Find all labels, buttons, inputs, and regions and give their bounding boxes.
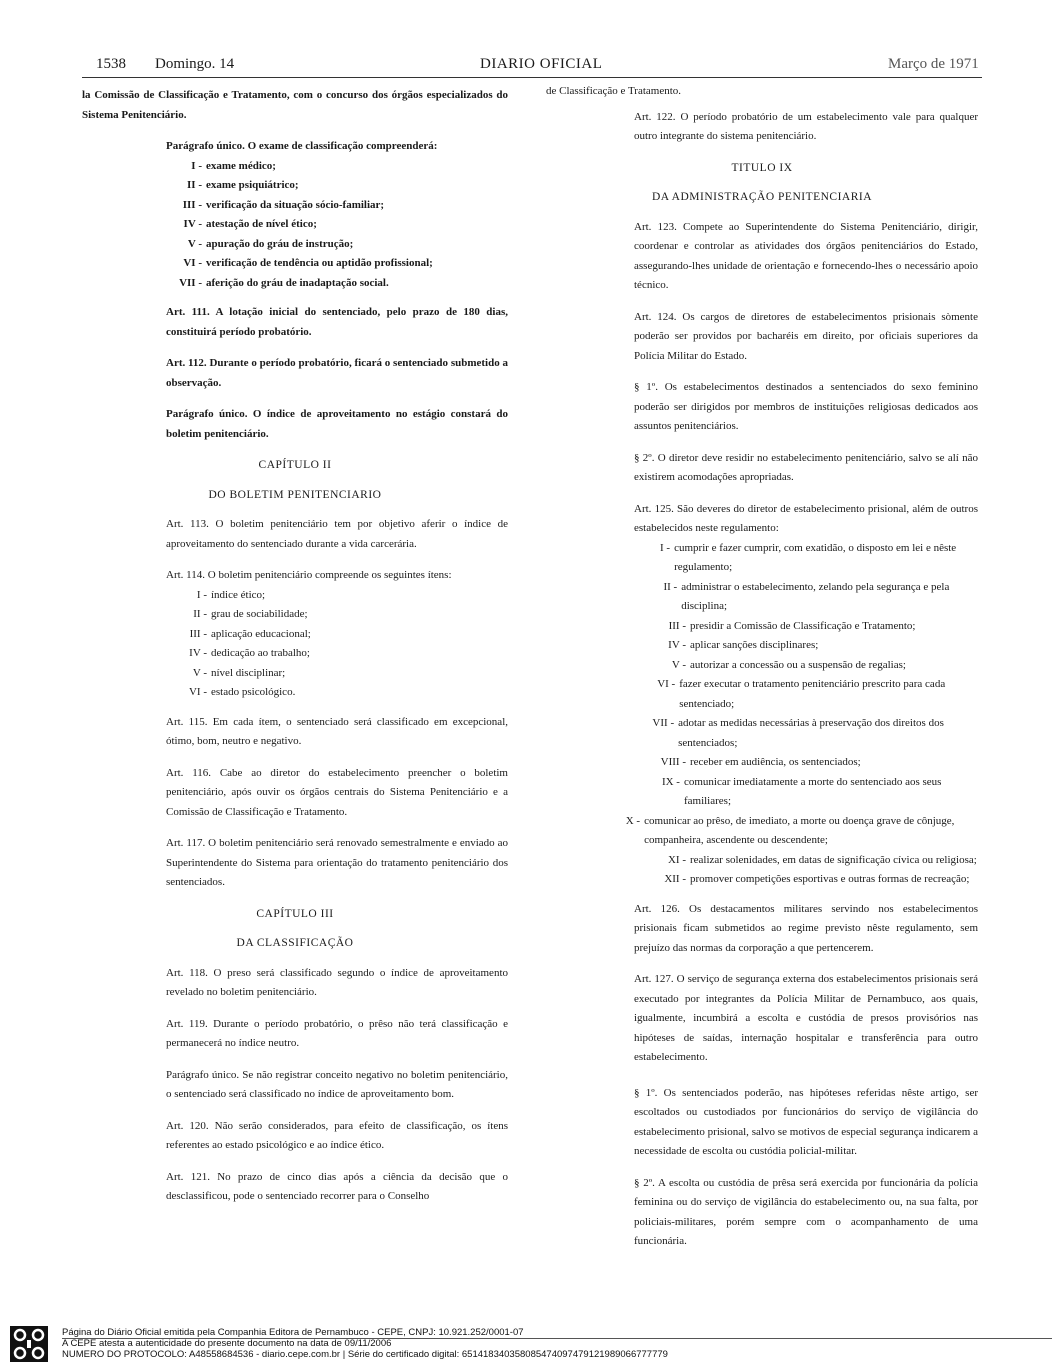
article-121: Art. 121. No prazo de cinco dias após a ciência da decisão que o desclassificou, pode o sentenciado recorrer para o Conselho bbox=[166, 1170, 508, 1202]
list-item: V - autorizar a concessão ou a suspensão de regalias; bbox=[671, 658, 906, 671]
title-name: DA ADMINISTRAÇÃO PENITENCIARIA bbox=[651, 191, 873, 203]
list-item: II - administrar o estabelecimento, zelando pela segurança e pela disciplina; bbox=[663, 580, 950, 612]
list-item: VIII - receber em audiência, os sentenciados; bbox=[660, 756, 861, 768]
list-item: X - comunicar ao prêso, de imediato, a morte ou doença grave de cônjuge, companheira, ascendente ou descendente; bbox=[625, 814, 955, 846]
article-127-section-2: § 2º. A escolta ou custódia de prêsa será exercida por funcionária da polícia feminina ou do serviço de vigilância do estabelecimento ou, na sua falta, por policiais-militares, porém sempre com o acompanhamento de uma funcionária. bbox=[634, 1176, 978, 1247]
list-item: I - cumprir e fazer cumprir, com exatidão, o disposto em lei e nêste regulamento; bbox=[660, 541, 957, 573]
list-item: IV - dedicação ao trabalho; bbox=[189, 647, 310, 659]
list-item: IV - aplicar sanções disciplinares; bbox=[668, 639, 819, 651]
newspaper-title: DIARIO OFICIAL bbox=[480, 56, 603, 72]
article-113: Art. 113. O boletim penitenciário tem por objetivo aferir o índice de aproveitamento do sentenciado durante a vida carcerária. bbox=[166, 518, 508, 550]
list-item: XI - realizar solenidades, em datas de significação cívica ou religiosa; bbox=[667, 853, 977, 866]
chapter-title: DA CLASSIFICAÇÃO bbox=[236, 937, 354, 949]
right-column bbox=[546, 82, 978, 1264]
footer-line-2: A CEPE atesta a autenticidade do presente documento na data de 09/11/2006 bbox=[62, 1338, 392, 1349]
article-118: Art. 118. O preso será classificado segundo o índice de aproveitamento revelado no boletim penitenciário. bbox=[166, 966, 508, 998]
paragraph-unique: Parágrafo único. O exame de classificação compreenderá: bbox=[166, 140, 438, 152]
footer-text bbox=[62, 1327, 668, 1360]
certification-footer bbox=[0, 1324, 1063, 1365]
list-item: III - aplicação educacional; bbox=[189, 627, 311, 640]
article-111: Art. 111. A lotação inicial do sentenciado, pelo prazo de 180 dias, constituirá período probatório. bbox=[166, 306, 508, 338]
exam-list bbox=[82, 157, 508, 294]
article-119: Art. 119. Durante o período probatório, o prêso não terá classificação e permanecerá no índice neutro. bbox=[166, 1017, 508, 1049]
paragraph: la Comissão de Classificação e Tratamento, com o concurso dos órgãos especializados do Sistema Penitenciário. bbox=[82, 89, 508, 121]
list-item: VI - estado psicológico. bbox=[188, 686, 296, 698]
list-item: I - exame médico; bbox=[191, 159, 276, 172]
article-112: Art. 112. Durante o período probatório, ficará o sentenciado submetido a observação. bbox=[166, 357, 508, 389]
footer-line-3: NUMERO DO PROTOCOLO: A48558684536 - diario.cepe.com.br | Série do certificado digital: 651418340358085474097479121989066777779 bbox=[62, 1349, 668, 1360]
page-date: Março de 1971 bbox=[888, 56, 979, 72]
article-124-section-1: § 1º. Os estabelecimentos destinados a sentenciados do sexo feminino poderão ser dirigidos por membros de instituições religiosas dedicados aos assuntos penitenciários. bbox=[634, 381, 978, 432]
article-119-paragraph: Parágrafo único. Se não registrar conceito negativo no boletim penitenciário, o sentenciado será classificado no índice de aproveitamento bom. bbox=[166, 1068, 508, 1100]
page-day: Domingo. 14 bbox=[155, 56, 235, 72]
list-item: VI - verificação de tendência ou aptidão profissional; bbox=[183, 257, 433, 269]
list-item: II - exame psiquiátrico; bbox=[187, 179, 299, 191]
article-116: Art. 116. Cabe ao diretor do estabelecimento preencher o boletim penitenciário, após ouvir os órgãos centrais do Sistema Penitenciário e a Comissão de Classificação e Tratamento. bbox=[166, 766, 508, 818]
article-114: Art. 114. O boletim penitenciário compreende os seguintes ítens: bbox=[166, 569, 452, 581]
chapter-heading: CAPÍTULO III bbox=[256, 907, 334, 920]
left-column bbox=[82, 86, 508, 1219]
list-item: XII - promover competições esportivas e outras formas de recreação; bbox=[664, 873, 970, 885]
footer-line-1: Página do Diário Oficial emitida pela Companhia Editora de Pernambuco - CEPE, CNPJ: 10.921.252/0001-07 bbox=[62, 1327, 524, 1338]
title-heading: TITULO IX bbox=[731, 161, 793, 174]
list-item: VII - aferição do gráu de inadaptação social. bbox=[179, 276, 389, 289]
article-115: Art. 115. Em cada ítem, o sentenciado será classificado em excepcional, ótimo, bom, neutro e negativo. bbox=[166, 715, 508, 747]
cepe-logo-icon bbox=[10, 1326, 48, 1362]
page-number: 1538 bbox=[96, 56, 126, 72]
list-item: V - nível disciplinar; bbox=[192, 666, 286, 679]
chapter-title: DO BOLETIM PENITENCIARIO bbox=[208, 488, 382, 501]
chapter-heading: CAPÍTULO II bbox=[258, 459, 332, 471]
article-117: Art. 117. O boletim penitenciário será renovado semestralmente e enviado ao Superintendente do Sistema para orientação do tratamento penitenciário dos sentenciados. bbox=[166, 837, 508, 888]
list-item: V - apuração do gráu de instrução; bbox=[187, 237, 354, 250]
list-item: IX - comunicar imediatamente a morte do sentenciado aos seus familiares; bbox=[661, 775, 942, 807]
bulletin-items-list bbox=[82, 586, 508, 703]
article-124: Art. 124. Os cargos de diretores de estabelecimentos prisionais sòmente poderão ser providos por bacharéis em direito, por oficiais superiores da Polícia Militar do Estado. bbox=[634, 310, 978, 362]
director-duties-list bbox=[546, 539, 978, 890]
list-item: IV - atestação de nível ético; bbox=[183, 218, 317, 230]
article-123: Art. 123. Compete ao Superintendente do Sistema Penitenciário, dirigir, coordenar e controlar as atividades dos órgãos penitenciários do Estado, assegurando-lhes unidade de orientação e fornecendo-lhes o necessário apoio técnico. bbox=[634, 220, 978, 291]
list-item: I - índice ético; bbox=[196, 588, 266, 601]
header-rule bbox=[82, 77, 982, 78]
list-item: VII - adotar as medidas necessárias à preservação dos direitos dos sentenciados; bbox=[652, 717, 944, 749]
list-item: III - presidir a Comissão de Classificação e Tratamento; bbox=[668, 619, 916, 632]
paragraph: de Classificação e Tratamento. bbox=[546, 85, 682, 97]
article-127: Art. 127. O serviço de segurança externa dos estabelecimentos prisionais será executado por integrantes da Polícia Militar de Pernambuco, aos quais, igualmente, incumbirá a escolta e custódia de presos provisórios nas hipóteses de saídas, internação hospitalar e transferência para outro estabelecimento. bbox=[634, 973, 978, 1063]
footer-rule bbox=[62, 1338, 1052, 1339]
article-124-section-2: § 2º. O diretor deve residir no estabelecimento penitenciário, salvo se alí não existirem acomodações apropriadas. bbox=[634, 451, 978, 483]
article-122: Art. 122. O período probatório de um estabelecimento vale para qualquer outro integrante do sistema penitenciário. bbox=[634, 110, 978, 142]
article-120: Art. 120. Não serão considerados, para efeito de classificação, os ítens referentes ao estado psicológico e ao índice ético. bbox=[166, 1119, 508, 1151]
list-item: III - verificação da situação sócio-familiar; bbox=[182, 198, 385, 211]
article-127-section-1: § 1º. Os sentenciados poderão, nas hipóteses referidas nêste artigo, ser escoltados ou custodiados por funcionários do serviço de vigilância do estabelecimento prisional, salvo se motivos de especial segurança indicarem a necessidade de escolta ou custódia policial-militar. bbox=[634, 1086, 978, 1157]
article-125: Art. 125. São deveres do diretor de estabelecimento prisional, além de outros estabelecidos neste regulamento: bbox=[634, 502, 978, 534]
list-item: II - grau de sociabilidade; bbox=[193, 608, 308, 620]
article-126: Art. 126. Os destacamentos militares servindo nos estabelecimentos prisionais ficam submetidos ao regime previsto nêste regulamento, sem prejuízo das normas da corporação a que pertencerem. bbox=[634, 902, 978, 954]
article-112-paragraph: Parágrafo único. O índice de aproveitamento no estágio constará do boletim penitenciário. bbox=[166, 408, 508, 440]
list-item: VI - fazer executar o tratamento penitenciário prescrito para cada sentenciado; bbox=[657, 678, 946, 710]
